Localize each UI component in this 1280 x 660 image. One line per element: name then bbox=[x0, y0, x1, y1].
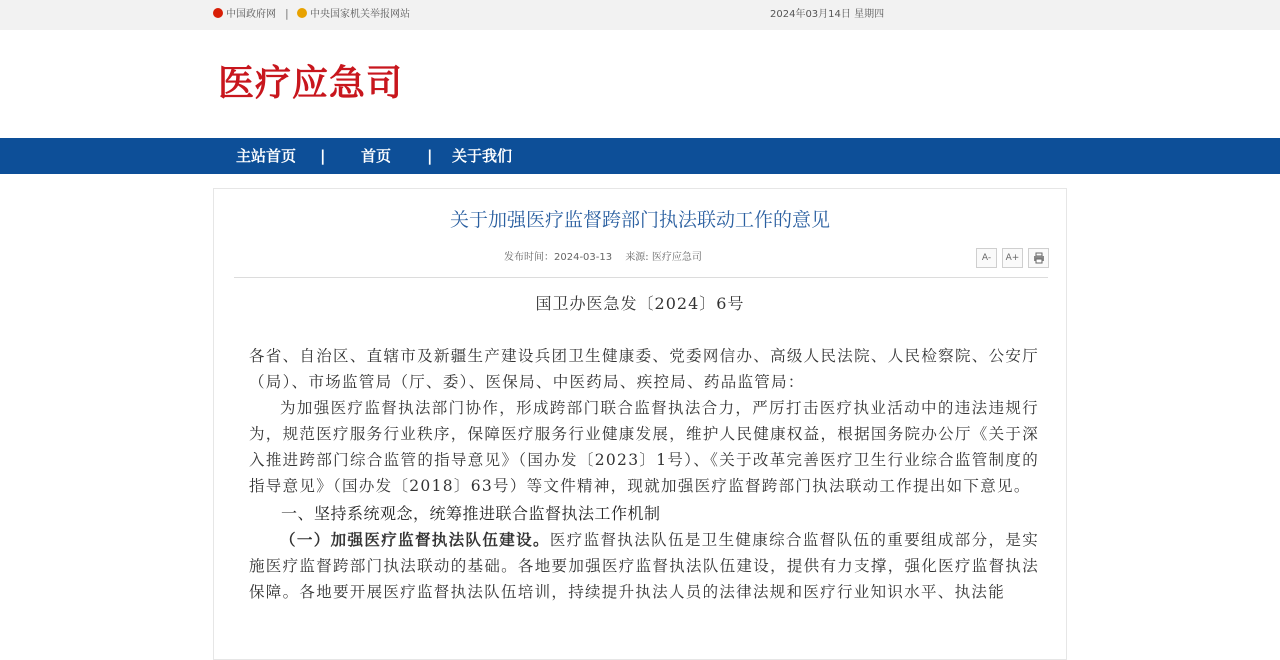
current-date: 2024年03月14日 星期四 bbox=[770, 9, 885, 20]
print-button[interactable] bbox=[1028, 248, 1049, 268]
article-title: 关于加强医疗监督跨部门执法联动工作的意见 bbox=[449, 209, 830, 231]
recipients-paragraph: 各省、自治区、直辖市及新疆生产建设兵团卫生健康委、党委网信办、高级人民法院、人民检察院、公安厅（局）、市场监管局（厅、委）、医保局、中医药局、疾控局、药品监管局： bbox=[249, 347, 1039, 391]
topbar-separator: | bbox=[285, 7, 289, 20]
font-smaller-button[interactable] bbox=[976, 248, 997, 268]
font-smaller-icon: A- bbox=[981, 253, 992, 263]
report-site-icon bbox=[297, 8, 307, 18]
site-logo[interactable]: 医疗应急司 bbox=[218, 63, 404, 104]
nav-separator: | bbox=[427, 147, 433, 165]
nav-about-us[interactable]: 关于我们 bbox=[452, 147, 513, 165]
item-body: 医疗监督执法队伍是卫生健康综合监督队伍的重要组成部分，是实施医疗监督跨部门执法联动的基础。各地要加强医疗监督执法队伍建设，提供有力支撑，强化医疗监督执法保障。各地要开展医疗监督执法队伍培训，持续提升执法人员的法律法规和医疗行业知识水平、执法能 bbox=[249, 531, 1039, 601]
gov-portal-label: 中国政府网 bbox=[226, 9, 276, 20]
font-larger-button[interactable] bbox=[1002, 248, 1023, 268]
article-meta bbox=[504, 248, 712, 263]
publish-date: 2024-03-13 bbox=[554, 252, 613, 263]
source-info bbox=[625, 252, 702, 263]
nav-main-site-home[interactable]: 主站首页 bbox=[236, 147, 297, 165]
top-utility-bar bbox=[0, 0, 1280, 30]
main-nav bbox=[0, 138, 1280, 174]
document-number: 国卫办医急发〔2024〕6号 bbox=[535, 294, 745, 313]
publish-label: 发布时间： bbox=[504, 252, 554, 263]
source-value: 医疗应急司 bbox=[651, 252, 702, 263]
national-emblem-icon bbox=[213, 8, 223, 18]
print-icon bbox=[1033, 252, 1045, 264]
intro-paragraph: 为加强医疗监督执法部门协作，形成跨部门联合监督执法合力，严厉打击医疗执业活动中的违法违规行为，规范医疗服务行业秩序，保障医疗服务行业健康发展，维护人民健康权益，根据国务院办公厅《关于深入推进跨部门综合监管的指导意见》（国办发〔2023〕1号）、《关于改革完善医疗卫生行业综合监管制度的指导意见》（国办发〔2018〕63号）等文件精神，现就加强医疗监督跨部门执法联动工作提出如下意见。 bbox=[249, 399, 1039, 495]
item-lead: （一）加强医疗监督执法队伍建设。 bbox=[280, 530, 550, 549]
article-body bbox=[249, 343, 1039, 605]
font-larger-icon: A+ bbox=[1005, 253, 1020, 263]
publish-info bbox=[504, 252, 612, 263]
title-divider bbox=[234, 277, 1048, 278]
article-container bbox=[213, 188, 1067, 660]
report-site-link[interactable] bbox=[297, 8, 410, 22]
nav-separator: | bbox=[320, 147, 326, 165]
site-header bbox=[0, 30, 1280, 138]
source-label: 来源: bbox=[625, 252, 652, 263]
item-paragraph bbox=[249, 527, 1039, 605]
section-heading: 一、坚持系统观念，统筹推进联合监督执法工作机制 bbox=[281, 504, 661, 523]
gov-portal-link[interactable] bbox=[213, 8, 276, 22]
report-site-label: 中央国家机关举报网站 bbox=[310, 9, 410, 20]
nav-home[interactable]: 首页 bbox=[361, 147, 392, 165]
